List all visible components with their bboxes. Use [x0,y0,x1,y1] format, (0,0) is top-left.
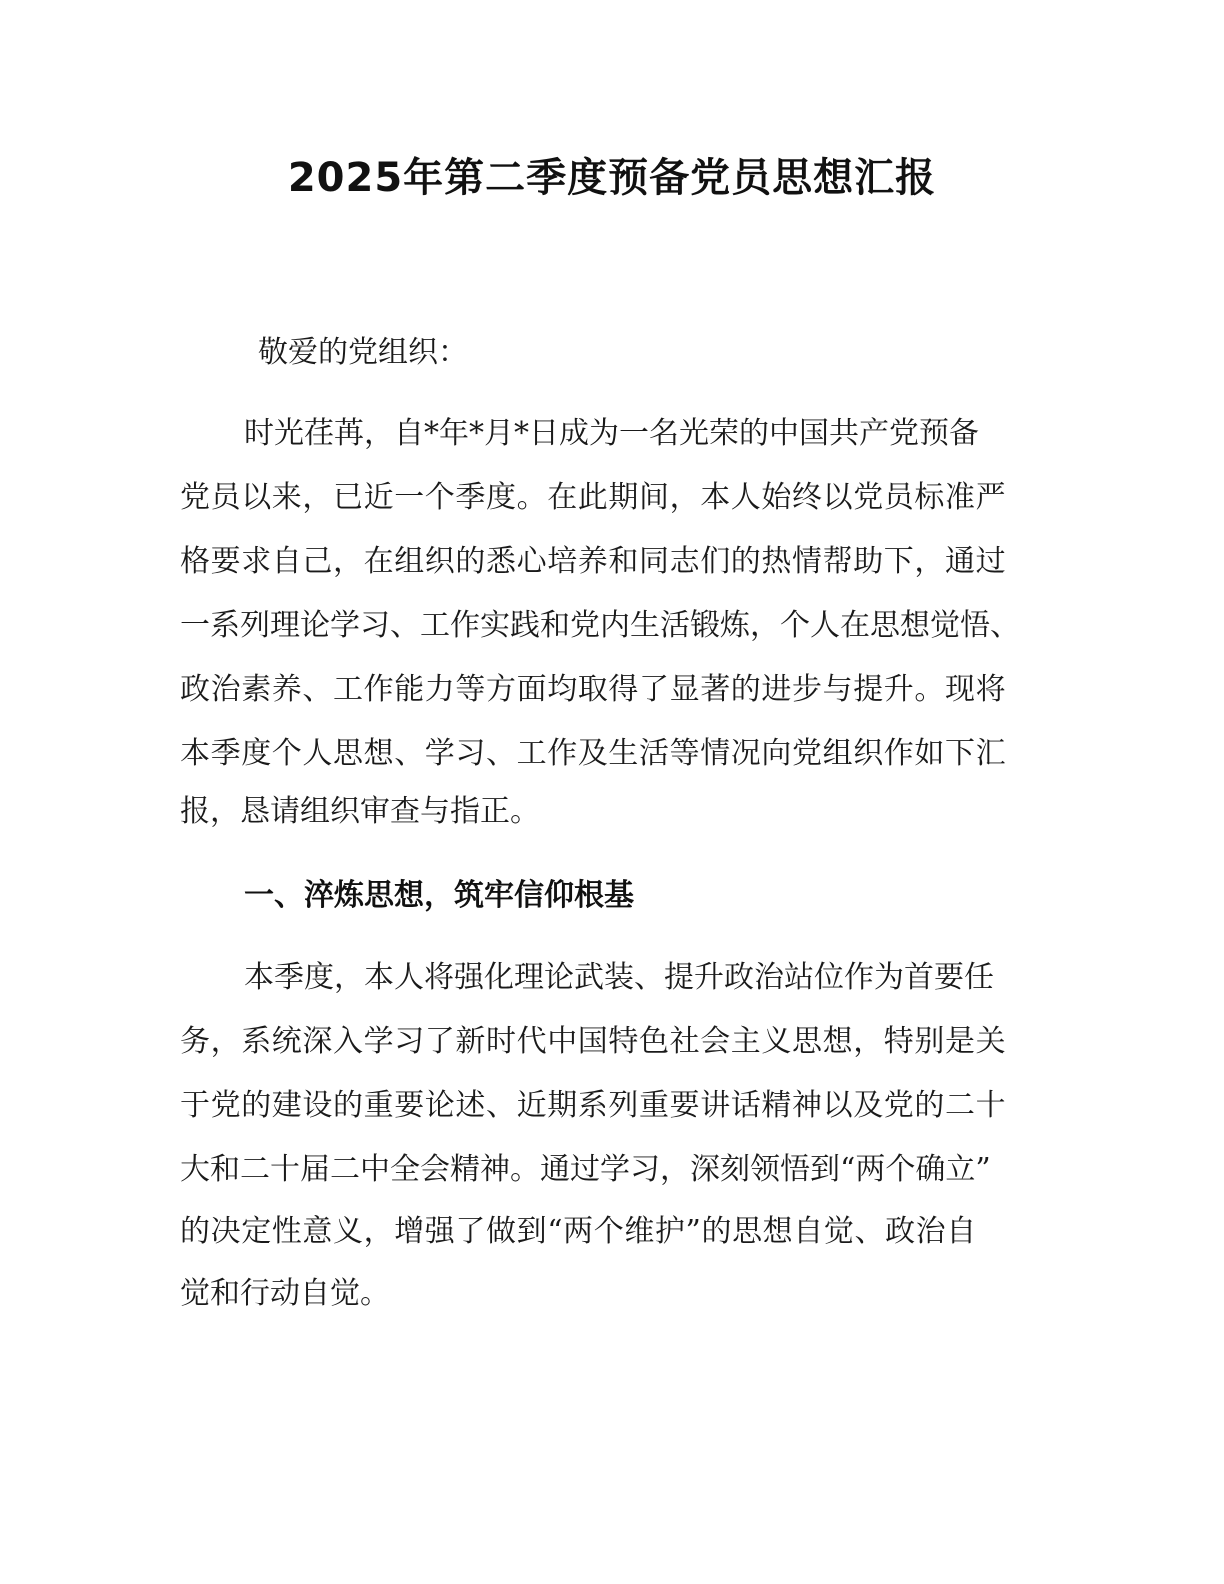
paragraph-2-line-4: 大和二十届二中全会精神。通过学习，深刻领悟到“两个确立” [180,1152,991,1187]
paragraph-1-line-3: 格要求自己，在组织的悉心培养和同志们的热情帮助下，通过 [180,544,1007,579]
paragraph-2-line-1: 本季度，本人将强化理论武装、提升政治站位作为首要任 [244,960,994,995]
section-1-heading: 一、淬炼思想，筑牢信仰根基 [244,878,634,913]
paragraph-2-line-6: 觉和行动自觉。 [180,1276,390,1311]
document-title: 2025年第二季度预备党员思想汇报 [287,155,937,201]
paragraph-2-line-5: 的决定性意义，增强了做到“两个维护”的思想自觉、政治自 [180,1214,977,1249]
paragraph-2-line-2: 务，系统深入学习了新时代中国特色社会主义思想，特别是关 [180,1024,1007,1059]
paragraph-1-line-5: 政治素养、工作能力等方面均取得了显著的进步与提升。现将 [180,672,1007,707]
paragraph-1-line-6: 本季度个人思想、学习、工作及生活等情况向党组织作如下汇 [180,736,1007,771]
paragraph-1-line-1: 时光荏苒，自*年*月*日成为一名光荣的中国共产党预备 [244,416,979,451]
paragraph-1-line-7: 报，恳请组织审查与指正。 [180,794,540,829]
paragraph-1-line-4: 一系列理论学习、工作实践和党内生活锻炼，个人在思想觉悟、 [180,608,1020,643]
paragraph-2-line-3: 于党的建设的重要论述、近期系列重要讲话精神以及党的二十 [180,1088,1007,1123]
salutation: 敬爱的党组织： [258,335,468,370]
paragraph-1-line-2: 党员以来，已近一个季度。在此期间，本人始终以党员标准严 [180,480,1007,515]
